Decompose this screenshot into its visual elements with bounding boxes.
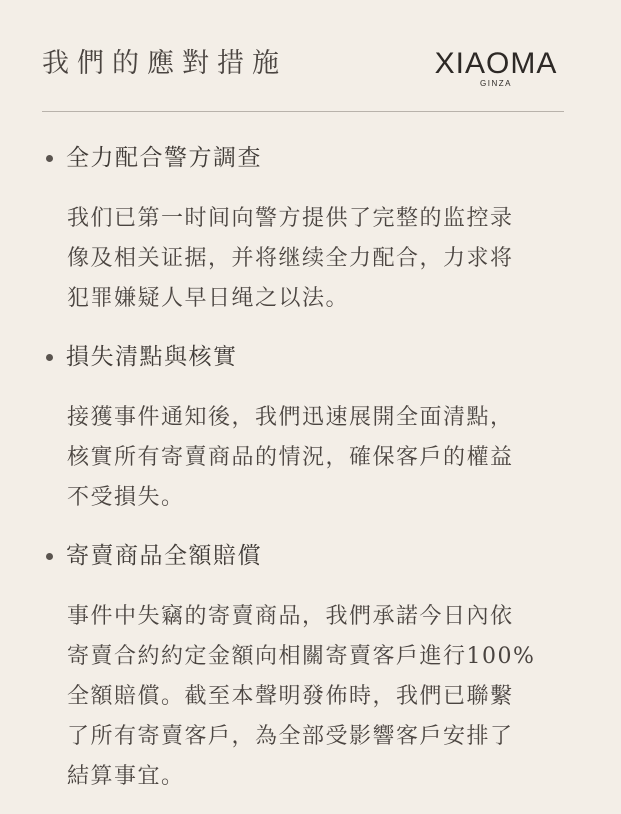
section-police-cooperation bbox=[42, 141, 582, 319]
logo-subtext: GINZA bbox=[480, 79, 512, 88]
body-line: 事件中失竊的寄賣商品，我們承諾今日內依 bbox=[67, 604, 514, 629]
bullet-icon bbox=[46, 553, 53, 560]
section-heading-text: 寄賣商品全額賠償 bbox=[66, 543, 262, 569]
section-heading bbox=[42, 539, 582, 573]
logo-wordmark: XIAOMA bbox=[434, 47, 558, 80]
section-body bbox=[67, 398, 567, 518]
body-line: 我们已第一时间向警方提供了完整的监控录 bbox=[67, 206, 514, 231]
body-line: 核實所有寄賣商品的情況，確保客戶的權益 bbox=[67, 445, 514, 470]
body-line: 寄賣合約約定金額向相關寄賣客戶進行100% bbox=[67, 644, 536, 669]
body-line: 像及相关证据，并将继续全力配合，力求将 bbox=[67, 246, 514, 271]
section-full-compensation bbox=[42, 539, 582, 797]
body-line: 犯罪嫌疑人早日绳之以法。 bbox=[67, 286, 350, 311]
body-line: 了所有寄賣客戶，為全部受影響客戶安排了 bbox=[67, 724, 514, 749]
body-line: 不受損失。 bbox=[67, 485, 185, 510]
section-loss-verification bbox=[42, 340, 582, 518]
header-divider bbox=[42, 111, 564, 112]
page-title: 我們的應對措施 bbox=[42, 48, 287, 79]
section-heading-text: 損失清點與核實 bbox=[66, 344, 238, 370]
section-body bbox=[67, 597, 567, 797]
body-line: 全額賠償。截至本聲明發佈時，我們已聯繫 bbox=[67, 684, 514, 709]
section-body bbox=[67, 199, 567, 319]
body-line: 結算事宜。 bbox=[67, 764, 185, 789]
bullet-icon bbox=[46, 354, 53, 361]
section-heading bbox=[42, 340, 582, 374]
bullet-icon bbox=[46, 155, 53, 162]
section-heading-text: 全力配合警方調查 bbox=[66, 145, 262, 171]
section-heading bbox=[42, 141, 582, 175]
body-line: 接獲事件通知後，我們迅速展開全面清點， bbox=[67, 405, 514, 430]
brand-logo bbox=[431, 48, 561, 89]
